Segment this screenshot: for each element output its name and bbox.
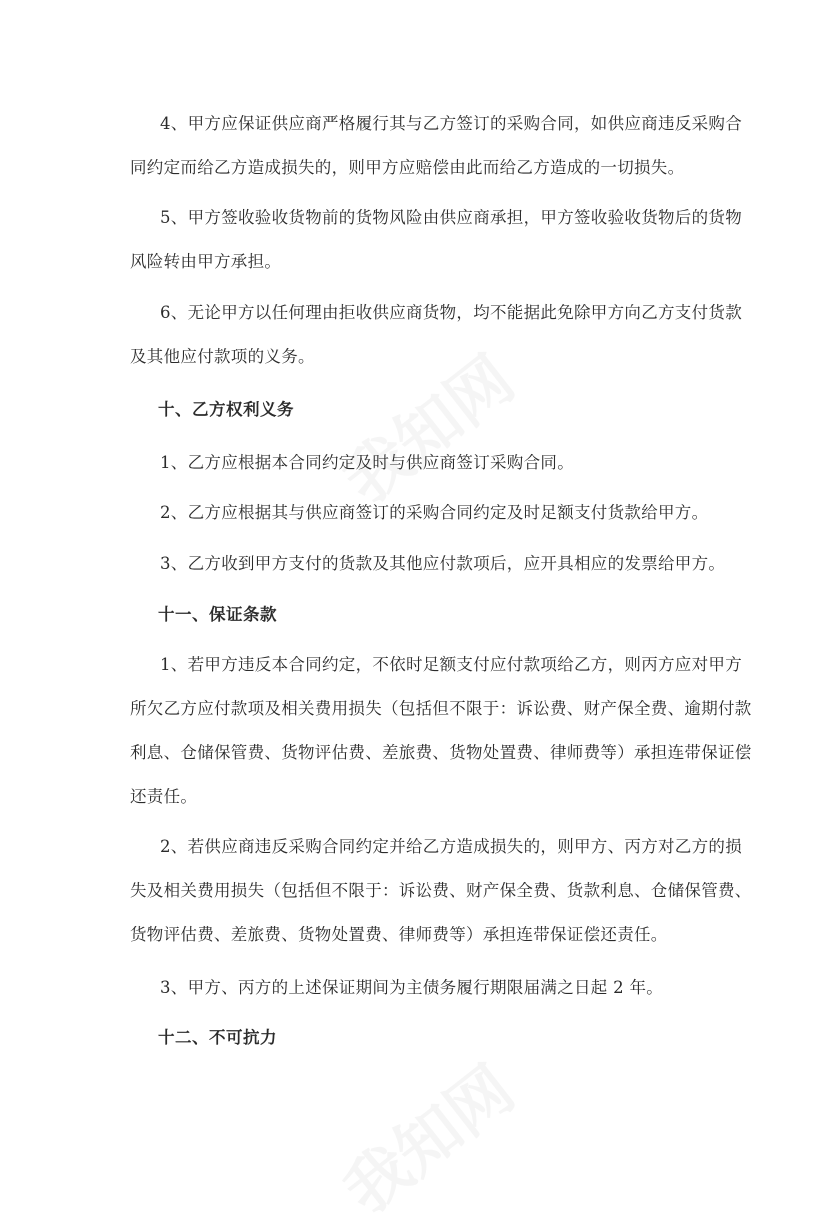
clause-b3 (130, 542, 726, 586)
text-line: 所欠乙方应付款项及相关费用损失（包括但不限于：诉讼费、财产保全费、逾期付款 (130, 699, 752, 718)
text-line: 货物评估费、差旅费、货物处置费、律师费等）承担连带保证偿还责任。 (130, 925, 668, 944)
clause-6 (130, 291, 742, 379)
text-line: 2、乙方应根据其与供应商签订的采购合同约定及时足额支付货款给甲方。 (160, 503, 709, 522)
clause-c1 (130, 643, 752, 819)
text-line: 4、甲方应保证供应商严格履行其与乙方签订的采购合同，如供应商违反采购合 (160, 114, 742, 133)
clause-b2 (130, 491, 720, 535)
section-heading-12: 十二、不可抗力 (158, 1028, 277, 1047)
section-heading-10: 十、乙方权利义务 (158, 400, 294, 419)
clause-c2 (130, 825, 752, 957)
text-line: 风险转由甲方承担。 (130, 252, 282, 271)
text-line: 5、甲方签收验收货物前的货物风险由供应商承担，甲方签收验收货物后的货物 (160, 208, 742, 227)
clause-c3 (130, 966, 720, 1010)
text-line: 同约定而给乙方造成损失的，则甲方应赔偿由此而给乙方造成的一切损失。 (130, 158, 685, 177)
text-line: 1、若甲方违反本合同约定，不依时足额支付应付款项给乙方，则丙方应对甲方 (160, 655, 742, 674)
text-line: 3、乙方收到甲方支付的货款及其他应付款项后，应开具相应的发票给甲方。 (160, 554, 726, 573)
clause-5 (130, 196, 742, 284)
text-line: 及其他应付款项的义务。 (130, 347, 315, 366)
watermark (322, 1041, 530, 1231)
text-line: 还责任。 (130, 787, 198, 806)
text-line: 3、甲方、丙方的上述保证期间为主债务履行期限届满之日起 2 年。 (160, 978, 664, 997)
text-line: 6、无论甲方以任何理由拒收供应商货物，均不能据此免除甲方向乙方支付货款 (160, 303, 742, 322)
text-line: 2、若供应商违反采购合同约定并给乙方造成损失的，则甲方、丙方对乙方的损 (160, 837, 742, 856)
text-line: 失及相关费用损失（包括但不限于：诉讼费、财产保全费、货款利息、仓储保管费、 (130, 881, 752, 900)
section-heading-11: 十一、保证条款 (158, 605, 277, 624)
text-line: 1、乙方应根据本合同约定及时与供应商签订采购合同。 (160, 453, 574, 472)
text-line: 利息、仓储保管费、货物评估费、差旅费、货物处置费、律师费等）承担连带保证偿 (130, 743, 752, 762)
clause-b1 (130, 441, 720, 485)
clause-4 (130, 102, 742, 190)
